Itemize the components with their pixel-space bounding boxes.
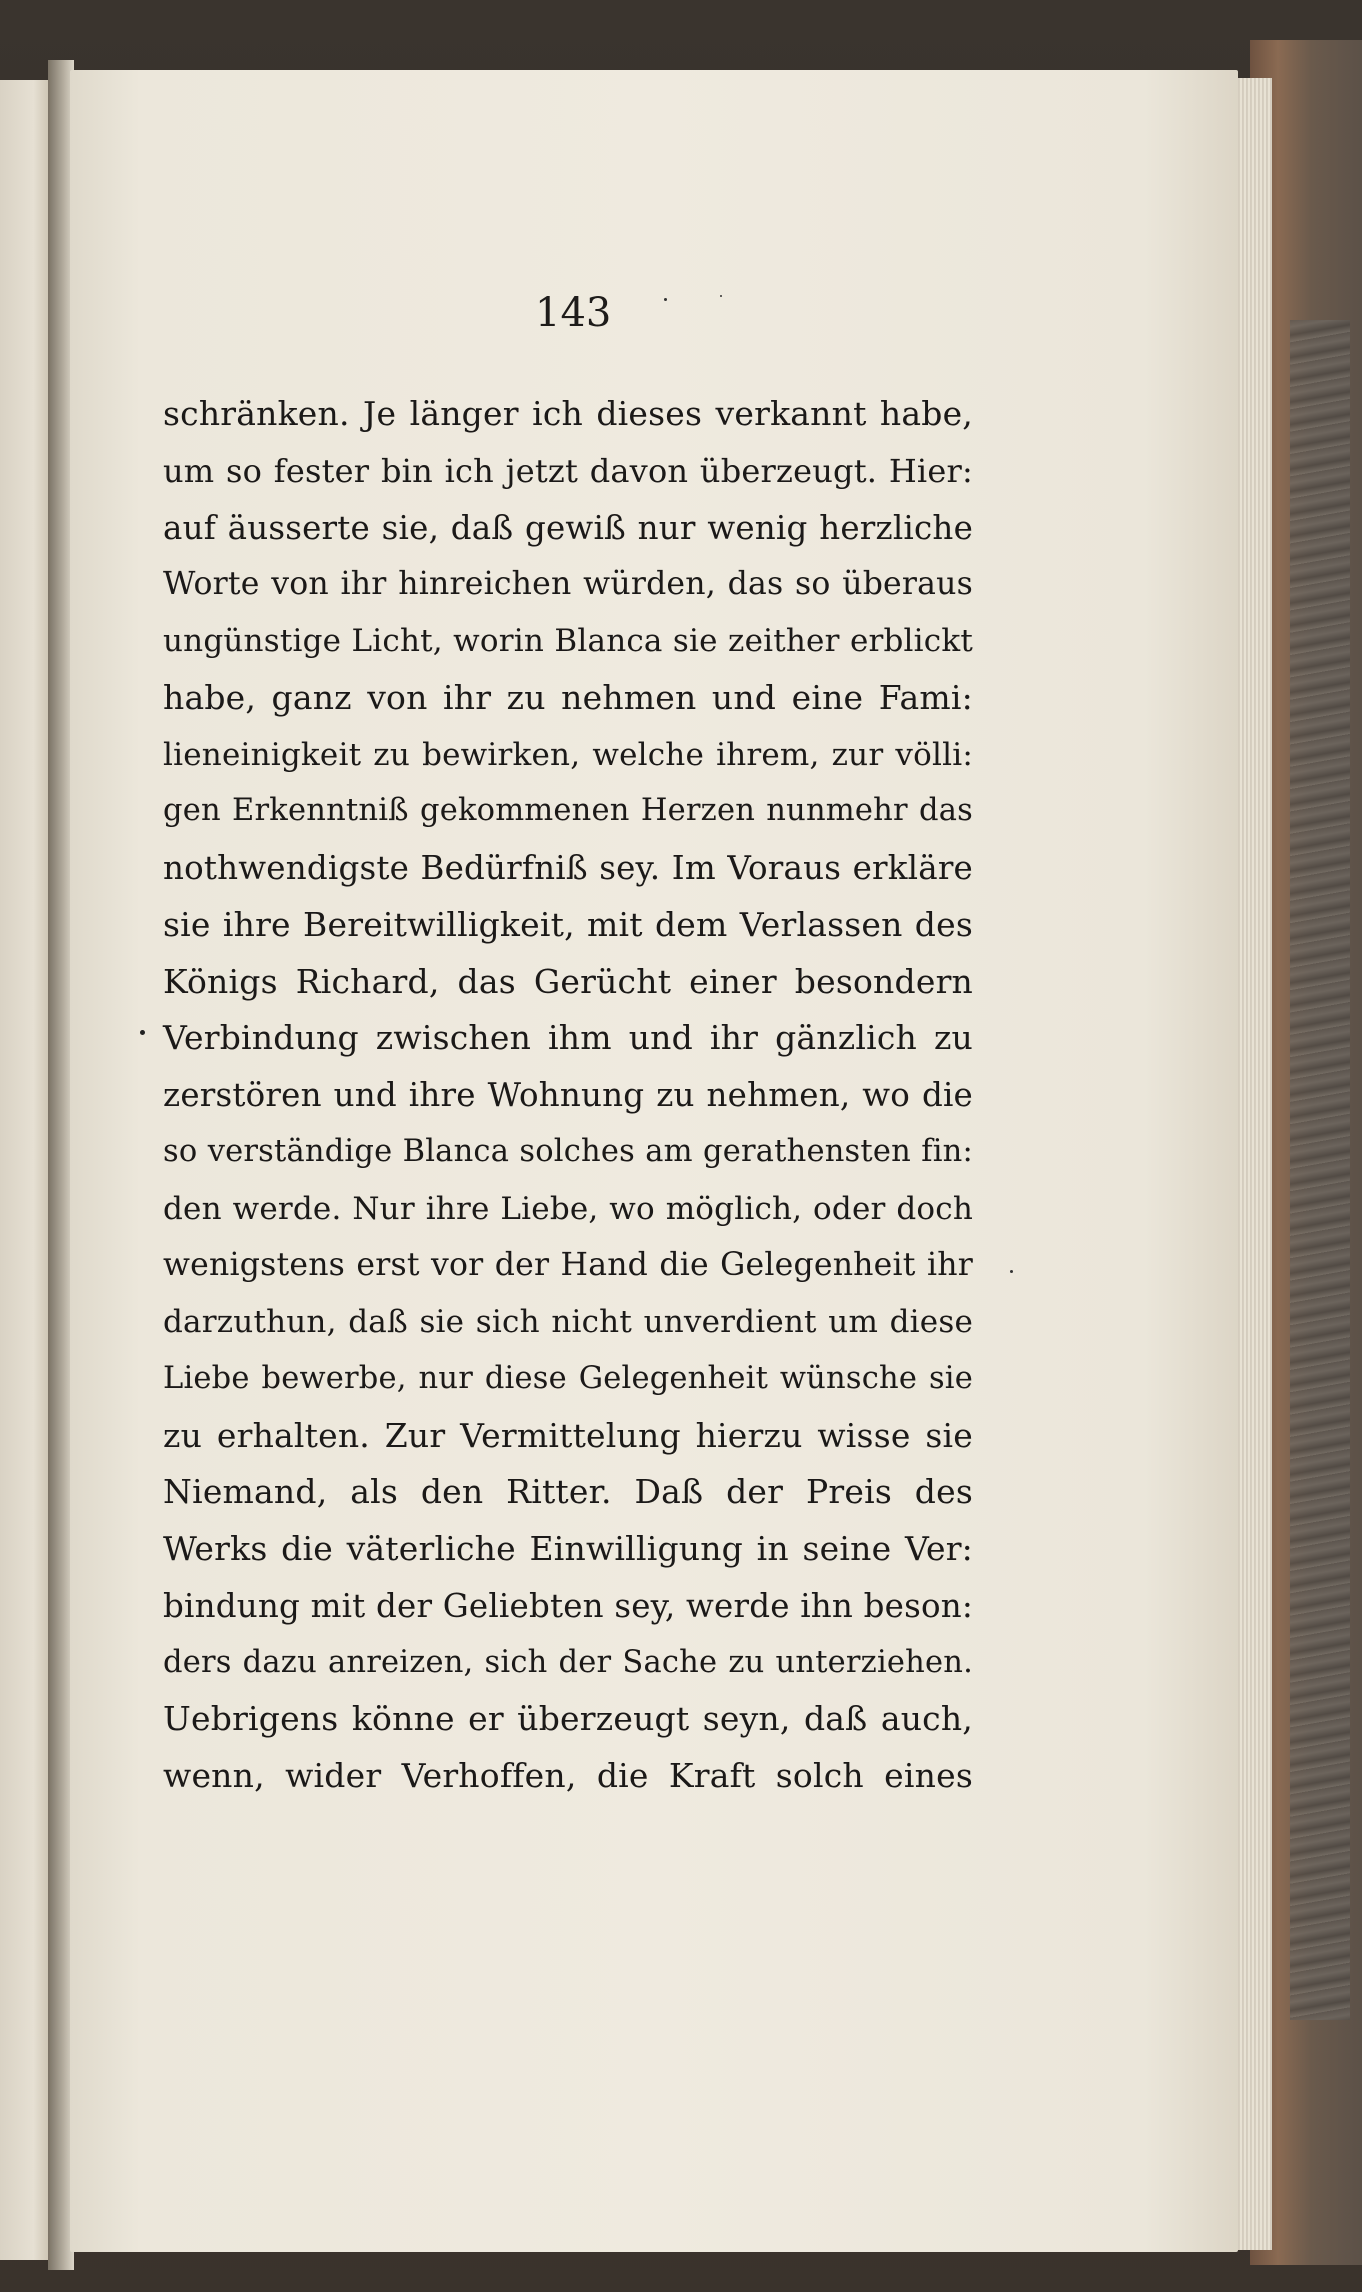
text-line: ungünstige Licht, worin Blanca sie zeither erblickt — [163, 623, 973, 659]
text-line: lieneinigkeit zu bewirken, welche ihrem, zur völli: — [163, 736, 973, 773]
text-line: Uebrigens könne er überzeugt seyn, daß auch, — [163, 1699, 973, 1739]
facing-page-edge — [0, 80, 50, 2260]
text-line: um so fester bin ich jetzt davon überzeugt. Hier: — [163, 451, 973, 490]
paper-speck — [720, 295, 722, 297]
body-text — [163, 386, 973, 1805]
text-line: auf äusserte sie, daß gewiß nur wenig herzliche — [163, 508, 973, 547]
text-line: schränken. Je länger ich dieses verkannt habe, — [163, 394, 973, 433]
text-line: zerstören und ihre Wohnung zu nehmen, wo die — [163, 1076, 973, 1114]
text-line: wenigstens erst vor der Hand die Gelegenheit ihr — [163, 1247, 973, 1284]
text-line: gen Erkenntniß gekommenen Herzen nunmehr das — [163, 793, 973, 829]
text-line: bindung mit der Geliebten sey, werde ihn beson: — [163, 1586, 973, 1625]
page-block-edges — [1232, 78, 1272, 2250]
text-line: nothwendigste Bedürfniß sey. Im Voraus erkläre — [163, 849, 973, 887]
text-line: so verständige Blanca solches am gerathensten fin: — [163, 1133, 973, 1169]
text-line: darzuthun, daß sie sich nicht unverdient um diese — [163, 1304, 973, 1340]
text-line: Worte von ihr hinreichen würden, das so überaus — [163, 566, 973, 603]
page-number: 143 — [535, 290, 612, 336]
text-line: wenn, wider Verhoffen, die Kraft solch eines — [163, 1756, 973, 1795]
text-line: ders dazu anreizen, sich der Sache zu unterziehen. — [163, 1644, 973, 1680]
text-line: Werks die väterliche Einwilligung in seine Ver: — [163, 1529, 973, 1568]
text-line: Niemand, als den Ritter. Daß der Preis des — [163, 1472, 973, 1512]
paper-speck — [664, 298, 667, 301]
text-line: Königs Richard, das Gerücht einer besondern — [163, 961, 973, 1001]
text-line: den werde. Nur ihre Liebe, wo möglich, oder doch — [163, 1190, 973, 1227]
text-line: habe, ganz von ihr zu nehmen und eine Fami: — [163, 677, 973, 717]
text-line: sie ihre Bereitwilligkeit, mit dem Verlassen des — [163, 904, 973, 944]
text-line: zu erhalten. Zur Vermittelung hierzu wisse sie — [163, 1415, 973, 1455]
text-line: Verbindung zwischen ihm und ihr gänzlich zu — [163, 1018, 973, 1058]
marbled-cover-texture — [1290, 320, 1350, 2020]
text-line: Liebe bewerbe, nur diese Gelegenheit wünsche sie — [163, 1360, 973, 1396]
paper-speck — [1010, 1270, 1013, 1273]
paper-speck — [140, 1030, 145, 1035]
